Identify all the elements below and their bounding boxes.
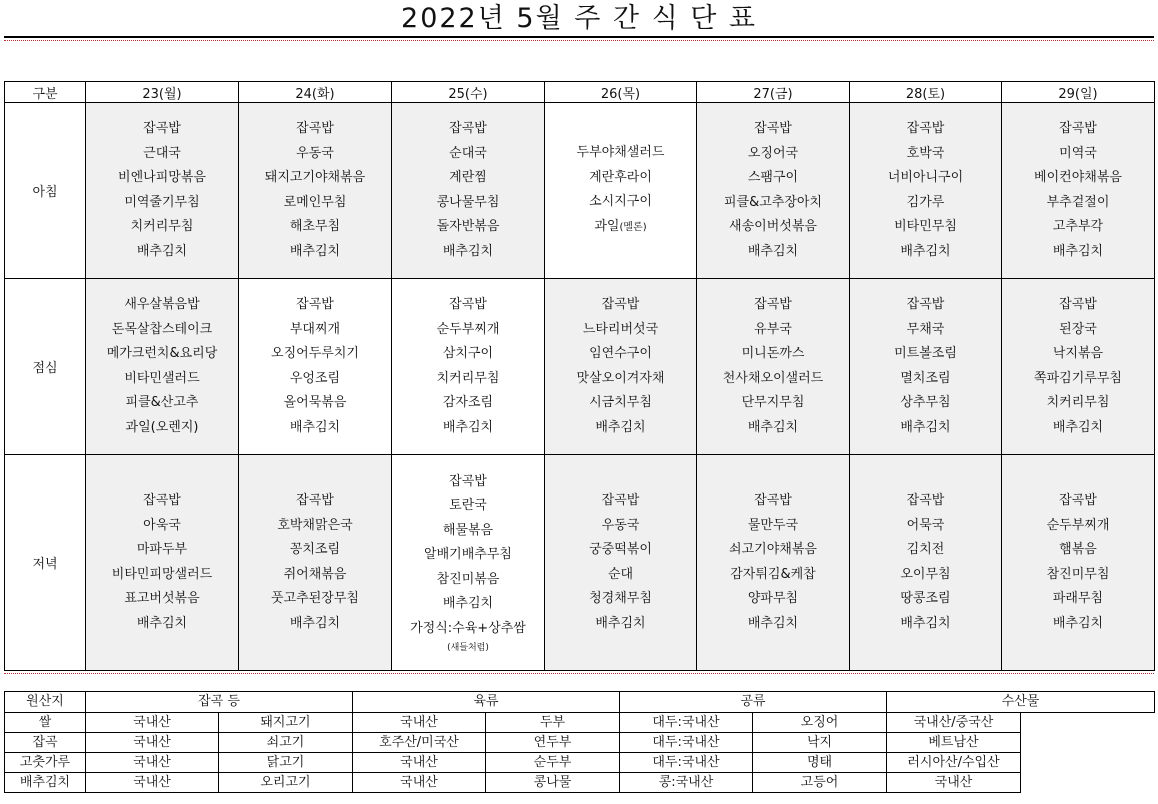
menu-item: 순대: [607, 566, 634, 582]
menu-item: 새송이버섯볶음: [729, 219, 817, 234]
menu-item: 배추김치: [289, 615, 341, 631]
menu-item: 잡곡밥: [296, 121, 334, 136]
menu-item: 오이무침: [900, 566, 951, 582]
origin-country: 국내산/중국산: [887, 713, 1021, 733]
menu-item: 치커리무침: [130, 219, 194, 234]
menu-item: 부대찌개: [289, 321, 341, 337]
origin-country: 대두:국내산: [620, 713, 753, 733]
menu-item: 아욱국: [143, 517, 181, 533]
menu-item: 배추김치: [900, 243, 951, 259]
menu-item: 고추부각: [1052, 219, 1104, 234]
menu-cell: [392, 455, 545, 671]
meal-row: [5, 103, 1155, 279]
menu-item: 돌자반볶음: [436, 219, 500, 234]
header-label: 구분: [5, 82, 86, 103]
menu-item: 맛살오이겨자채: [576, 370, 665, 386]
menu-item: 양파무침: [747, 591, 799, 606]
menu-item: 호박국: [906, 145, 945, 161]
origin-country: 국내산: [887, 773, 1021, 793]
menu-item: 토란국: [449, 498, 487, 514]
menu-item: 잡곡밥: [296, 297, 334, 312]
origin-ingredient: 순두부: [486, 753, 620, 773]
menu-item: 배추김치: [289, 419, 341, 435]
menu-item: 돼지고기야채볶음: [264, 170, 366, 185]
menu-item: 알배기배추무침: [424, 547, 512, 563]
menu-cell: [697, 279, 850, 455]
menu-item-note: (새들처럼): [447, 643, 489, 654]
origin-ingredient: 고등어: [753, 773, 887, 793]
menu-item: 부추겉절이: [1046, 194, 1110, 210]
meal-row: [5, 455, 1155, 671]
menu-item: 배추김치: [442, 419, 494, 435]
day-header: 27(금): [697, 82, 850, 103]
meal-label: 저녁: [5, 455, 86, 671]
menu-item: 비타민피망샐러드: [111, 566, 213, 582]
menu-item: 우동국: [601, 517, 640, 533]
menu-cell: [239, 103, 392, 279]
menu-item: 근대국: [143, 145, 181, 161]
origin-country: 국내산: [353, 753, 486, 773]
menu-item: 치커리무침: [1046, 395, 1110, 410]
origin-row: [5, 773, 1155, 793]
menu-item: 우엉조림: [289, 370, 341, 386]
menu-cell: [86, 279, 239, 455]
day-header: 23(월): [86, 82, 239, 103]
menu-item: 햄볶음: [1059, 542, 1097, 557]
menu-item: 배추김치: [595, 615, 646, 631]
divider: [4, 40, 1154, 41]
origin-group: 육류: [353, 692, 620, 713]
menu-item: 단무지무침: [741, 395, 805, 410]
menu-item: 과일(오렌지): [125, 419, 199, 435]
menu-cell: [239, 279, 392, 455]
menu-item: 파래무침: [1052, 591, 1104, 606]
origin-ingredient: 돼지고기: [219, 713, 353, 733]
origin-row: [5, 713, 1155, 733]
origin-ingredient: 쌀: [5, 713, 86, 733]
origin-ingredient: 고춧가루: [5, 753, 86, 773]
spacer-row: [4, 673, 1154, 690]
menu-item: 멸치조림: [900, 370, 951, 386]
weekly-menu-table: [4, 81, 1155, 671]
day-header: 24(화): [239, 82, 392, 103]
origin-ingredient: 잡곡: [5, 733, 86, 753]
menu-item: 치커리무침: [436, 370, 500, 386]
menu-item: 잡곡밥: [754, 297, 792, 312]
menu-cell: [545, 279, 697, 455]
origin-country: 콩:국내산: [620, 773, 753, 793]
menu-item: 배추김치: [1052, 243, 1104, 259]
menu-item: 잡곡밥: [296, 493, 334, 508]
menu-item: 잡곡밥: [754, 493, 792, 508]
menu-item: 스팸구이: [747, 170, 799, 185]
menu-item: 메가크런치&요리당: [106, 346, 218, 361]
origin-country: 국내산: [86, 773, 219, 793]
menu-item: 풋고추된장무침: [271, 591, 359, 606]
menu-item: 비엔나피망볶음: [118, 170, 206, 185]
menu-item: 올어묵볶음: [283, 395, 347, 410]
menu-item: 천사채오이샐러드: [722, 370, 824, 386]
menu-item: 표고버섯볶음: [124, 591, 200, 606]
menu-item: 물만두국: [747, 517, 799, 533]
menu-item: 베이컨야채볶음: [1034, 170, 1122, 185]
menu-cell: [850, 103, 1002, 279]
menu-item: 비타민샐러드: [124, 370, 200, 386]
menu-item: 참진미볶음: [436, 571, 500, 587]
menu-item: 배추김치: [1052, 615, 1104, 631]
menu-cell: [392, 103, 545, 279]
origin-table: [4, 691, 1155, 793]
menu-item: 피클&고추장아치: [723, 194, 823, 210]
menu-item: 잡곡밥: [1059, 493, 1097, 508]
menu-cell: [697, 103, 850, 279]
origin-country: 대두:국내산: [620, 733, 753, 753]
origin-ingredient: 콩나물: [486, 773, 620, 793]
origin-ingredient: 닭고기: [219, 753, 353, 773]
menu-item: 호박채맑은국: [277, 517, 353, 533]
origin-country: 국내산: [86, 753, 219, 773]
meal-row: [5, 279, 1155, 455]
menu-item: 궁중떡볶이: [589, 542, 652, 557]
menu-cell: [392, 279, 545, 455]
menu-item: 잡곡밥: [143, 121, 181, 136]
menu-cell: [850, 279, 1002, 455]
menu-item: 잡곡밥: [449, 473, 487, 489]
menu-item: 쥐어채볶음: [283, 566, 347, 582]
menu-item: 배추김치: [900, 615, 951, 631]
menu-item: 해물볶음: [442, 522, 494, 538]
meal-label: 점심: [5, 279, 86, 455]
origin-ingredient: 배추김치: [5, 773, 86, 793]
menu-item: 배추김치: [595, 419, 646, 435]
origin-country: 호주산/미국산: [353, 733, 486, 753]
menu-item-main: 과일: [594, 218, 620, 234]
menu-item: 콩나물무침: [436, 194, 500, 210]
meal-label: 아침: [5, 103, 86, 279]
menu-item: 너비아니구이: [887, 170, 964, 185]
origin-ingredient: 명태: [753, 753, 887, 773]
menu-item: 가정식:수육+상추쌈: [410, 620, 526, 636]
origin-group: 잡곡 등: [86, 692, 353, 713]
menu-item: 돈목살찹스테이크: [111, 321, 213, 337]
origin-ingredient: 연두부: [486, 733, 620, 753]
day-header: 29(일): [1002, 82, 1155, 103]
menu-item: 시금치무침: [589, 395, 652, 410]
menu-item: 감자조림: [442, 395, 494, 410]
menu-item: 배추김치: [289, 243, 341, 259]
page-title: 2022년 5월 주 간 식 단 표: [4, 0, 1154, 38]
origin-row: [5, 733, 1155, 753]
origin-group: 공류: [620, 692, 887, 713]
menu-item: 미역국: [1059, 145, 1097, 161]
day-header: 25(수): [392, 82, 545, 103]
menu-cell: [1002, 455, 1155, 671]
menu-item: 삼치구이: [442, 346, 494, 361]
menu-item: 잡곡밥: [601, 493, 640, 508]
menu-cell: [86, 103, 239, 279]
menu-item: 배추김치: [136, 243, 188, 259]
menu-item: 순두부찌개: [1046, 517, 1110, 533]
menu-item: 배추김치: [900, 419, 951, 435]
day-header: 28(토): [850, 82, 1002, 103]
origin-country: 국내산: [353, 713, 486, 733]
origin-country: 국내산: [86, 713, 219, 733]
origin-row: [5, 753, 1155, 773]
menu-item: 피클&산고추: [125, 395, 199, 410]
menu-item: 새우살볶음밥: [124, 297, 200, 312]
menu-item: [545, 215, 696, 241]
menu-item: 배추김치: [136, 615, 188, 631]
menu-item: 오징어국: [747, 145, 799, 161]
origin-country: 대두:국내산: [620, 753, 753, 773]
menu-item: 미역줄기무침: [124, 194, 200, 210]
menu-item: 잡곡밥: [449, 121, 487, 136]
menu-item: 쪽파김기루무침: [1034, 370, 1122, 386]
menu-item: 해초무침: [289, 219, 341, 234]
menu-item: 잡곡밥: [1059, 121, 1097, 136]
menu-item: 무채국: [906, 321, 945, 337]
menu-item: 꽁치조림: [289, 542, 341, 557]
menu-cell: [697, 455, 850, 671]
origin-country: 국내산: [353, 773, 486, 793]
menu-item: 잡곡밥: [906, 493, 945, 508]
day-header: 26(목): [545, 82, 697, 103]
menu-item: 마파두부: [136, 542, 188, 557]
menu-item: 비타민무침: [894, 219, 957, 234]
menu-item-note: (멜론): [619, 221, 647, 233]
menu-cell: [850, 455, 1002, 671]
menu-item: 낙지볶음: [1052, 346, 1104, 361]
origin-ingredient: 두부: [486, 713, 620, 733]
menu-item: 배추김치: [1052, 419, 1104, 435]
menu-item: 느타리버섯국: [582, 321, 659, 337]
menu-item: 김치전: [906, 542, 945, 557]
menu-item: 어묵국: [906, 517, 945, 533]
origin-ingredient: 오리고기: [219, 773, 353, 793]
menu-item: 순대국: [449, 145, 487, 161]
menu-item: 상추무침: [900, 395, 951, 410]
origin-group-header: [5, 692, 1155, 713]
menu-cell: [1002, 279, 1155, 455]
menu-item: 잡곡밥: [143, 493, 181, 508]
origin-country: 국내산: [86, 733, 219, 753]
menu-item: 계란후라이: [589, 169, 652, 185]
menu-item: 감자튀김&케찹: [730, 566, 816, 582]
menu-item: 로메인무침: [283, 194, 347, 210]
menu-item: 참진미무침: [1046, 566, 1110, 582]
menu-item: 잡곡밥: [906, 121, 945, 136]
menu-item: 계란찜: [449, 170, 487, 185]
menu-item: 순두부찌개: [436, 321, 500, 337]
origin-ingredient: 쇠고기: [219, 733, 353, 753]
menu-item: 잡곡밥: [601, 297, 640, 312]
menu-cell: [86, 455, 239, 671]
menu-item: 배추김치: [442, 596, 494, 612]
menu-item: 미트볼조림: [894, 346, 957, 361]
menu-item: 된장국: [1059, 321, 1097, 337]
menu-item: 잡곡밥: [449, 297, 487, 312]
header-row: [5, 82, 1155, 103]
menu-cell: [545, 103, 697, 279]
menu-item: 배추김치: [747, 615, 799, 631]
menu-item: 소시지구이: [589, 194, 652, 209]
menu-item: 두부야채샐러드: [576, 145, 665, 160]
origin-ingredient: 오징어: [753, 713, 887, 733]
menu-item: 유부국: [754, 321, 792, 337]
menu-cell: [545, 455, 697, 671]
menu-item: 쇠고기야채볶음: [729, 542, 817, 557]
menu-item: 미니돈까스: [741, 346, 805, 361]
origin-group: 수산물: [887, 692, 1155, 713]
menu-cell: [1002, 103, 1155, 279]
menu-item: 잡곡밥: [1059, 297, 1097, 312]
menu-item: 청경채무침: [589, 591, 652, 606]
menu-item: 잡곡밥: [906, 297, 945, 312]
menu-item: 우동국: [296, 145, 334, 161]
menu-item: 배추김치: [747, 419, 799, 435]
menu-item: 오징어두루치기: [271, 346, 359, 361]
menu-item: 땅콩조림: [900, 591, 951, 606]
menu-item: 배추김치: [442, 243, 494, 259]
menu-item: 배추김치: [747, 243, 799, 259]
origin-country: 러시아산/수입산: [887, 753, 1021, 773]
origin-label: 원산지: [5, 692, 86, 713]
menu-item: 임연수구이: [589, 346, 652, 361]
origin-country: 베트남산: [887, 733, 1021, 753]
menu-item: 김가루: [906, 194, 945, 210]
menu-cell: [239, 455, 392, 671]
menu-item: 잡곡밥: [754, 121, 792, 136]
origin-ingredient: 낙지: [753, 733, 887, 753]
